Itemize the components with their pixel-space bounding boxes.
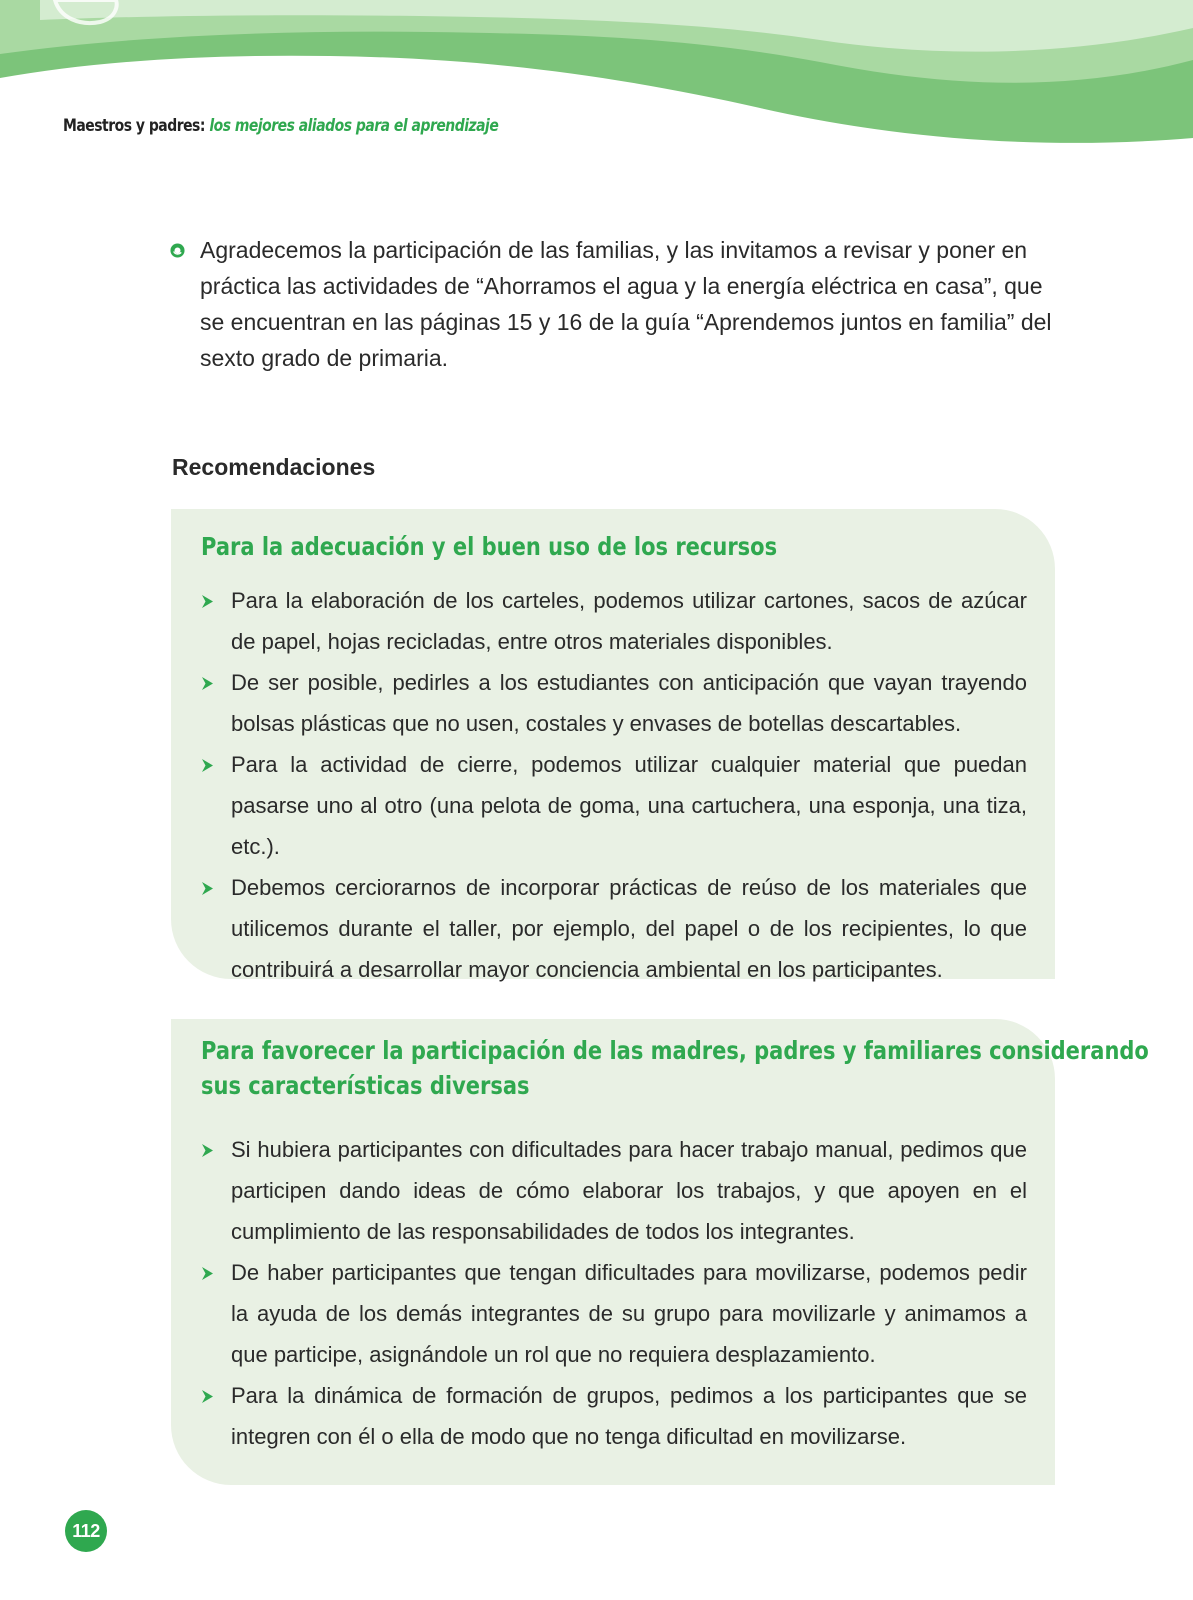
panel-title-line-2: sus características diversas: [201, 1071, 530, 1100]
recommendation-panel-resources: [171, 509, 1055, 982]
list-item: [201, 867, 1027, 990]
bullet-list: [201, 580, 1027, 990]
list-item: [201, 744, 1027, 867]
arrow-bullet-icon: [201, 758, 214, 773]
arrow-bullet-icon: [201, 1143, 214, 1158]
list-item-text: Para la actividad de cierre, podemos utilizar cualquier material que puedan pasarse uno al otro (una pelota de goma, una cartuchera, una esponja, una tiza, etc.).: [231, 752, 1027, 859]
list-item-text: De ser posible, pedirles a los estudiantes con anticipación que vayan trayendo bolsas plásticas que no usen, costales y envases de botellas descartables.: [231, 670, 1027, 736]
page-number-badge: 112: [65, 1510, 107, 1552]
list-item: [201, 1129, 1027, 1252]
list-item-text: Debemos cerciorarnos de incorporar prácticas de reúso de los materiales que utilicemos durante el taller, por ejemplo, del papel o de los recipientes, lo que contribuirá a desarrollar mayor conciencia ambiental en los participantes.: [231, 875, 1027, 982]
list-item: [201, 580, 1027, 662]
recommendations-heading: Recomendaciones: [172, 454, 376, 480]
panel-title-line-1: Para favorecer la participación de las madres, padres y familiares considerando: [201, 1036, 1149, 1065]
bullet-list: [201, 1129, 1027, 1457]
arrow-bullet-icon: [201, 881, 214, 896]
panel-title: [201, 1033, 1149, 1103]
running-head: [63, 116, 498, 136]
running-head-subtitle: los mejores aliados para el aprendizaje: [209, 116, 499, 136]
recommendation-panel-participation: [171, 1019, 1149, 1485]
arrow-bullet-icon: [201, 594, 214, 609]
list-item-text: Si hubiera participantes con dificultades para hacer trabajo manual, pedimos que participen dando ideas de cómo elaborar los trabajos, y que apoyen en el cumplimiento de las responsabilidades de todos los integrantes.: [231, 1137, 1027, 1244]
list-item: [201, 1375, 1027, 1457]
list-item-text: Para la elaboración de los carteles, podemos utilizar cartones, sacos de azúcar de papel, hojas recicladas, entre otros materiales disponibles.: [231, 588, 1027, 654]
header-wave-decoration: [0, 0, 1193, 160]
running-head-title: Maestros y padres:: [63, 116, 205, 136]
arrow-bullet-icon: [201, 1389, 214, 1404]
panel-title: Para la adecuación y el buen uso de los recursos: [201, 532, 778, 561]
list-item-text: De haber participantes que tengan dificultades para movilizarse, podemos pedir la ayuda de los demás integrantes de su grupo para movilizarle y animamos a que participe, asignándole un rol que no requiera desplazamiento.: [231, 1260, 1027, 1367]
arrow-bullet-icon: [201, 676, 214, 691]
list-item-text: Para la dinámica de formación de grupos, pedimos a los participantes que se integren con él o ella de modo que no tenga dificultad en movilizarse.: [231, 1383, 1027, 1449]
list-item: [201, 662, 1027, 744]
intro-text: Agradecemos la participación de las familias, y las invitamos a revisar y poner en práctica las actividades de “Ahorramos el agua y la energía eléctrica en casa”, que se encuentran en las páginas 15 y 16 de la guía “Aprendemos juntos en familia” del sexto grado de primaria.: [200, 237, 1052, 371]
arrow-bullet-icon: [201, 1266, 214, 1281]
list-item: [201, 1252, 1027, 1375]
green-circle-bullet-icon: [170, 243, 185, 258]
